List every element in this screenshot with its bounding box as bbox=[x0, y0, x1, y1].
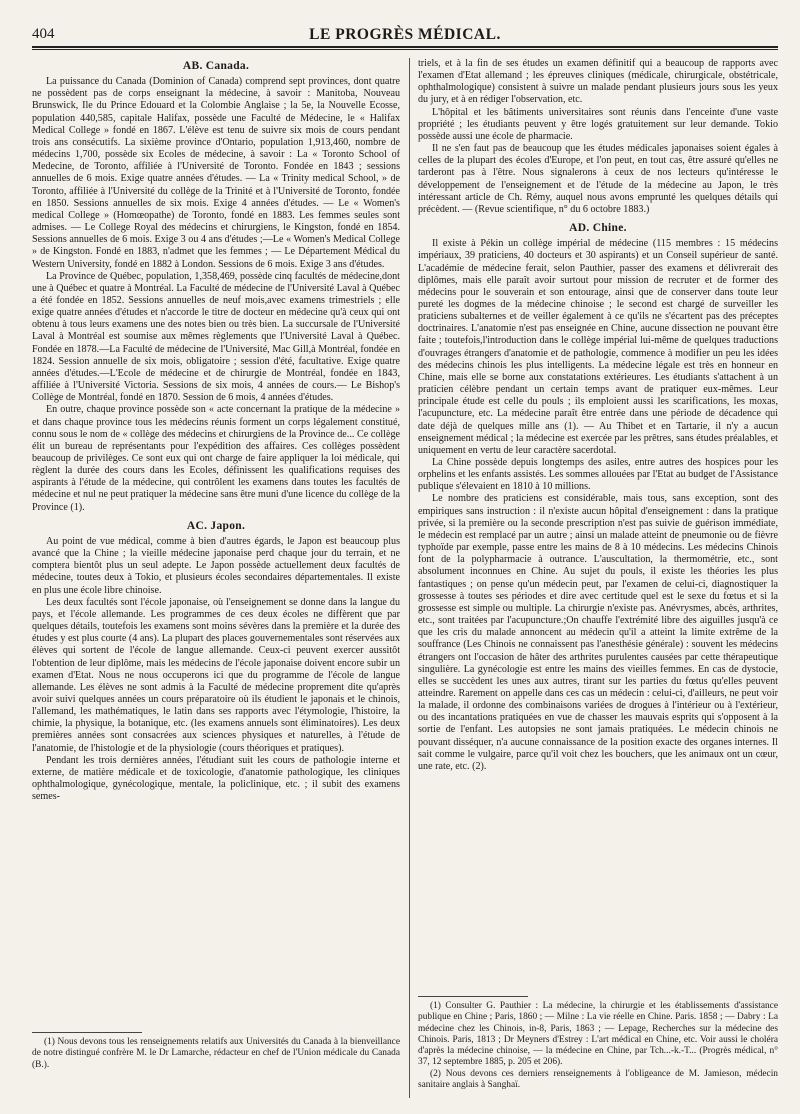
footnote: (1) Consulter G. Pauthier : La médecine, la chirurgie et les établissements d'assistance publique en Chine ; Paris, 1860 ; — Milne : La vie réelle en Chine. Paris. 1858 ; — Dabry : La médecine chez les Chinois, in-8, Paris, 1863 ; — Lepage, Recherches sur la médecine des Chinois. Paris, 1813 ; Dr Meyners d'Estrey : L'art médical en Chine, etc. Voir aussi le choléra d'après la médecine chinoise, — la médecine en Chine, par Tch...-k.-T... (Progrès médical, n° 37, 12 septembre 1885, p. 205 et 206). bbox=[418, 1001, 778, 1068]
footnotes-right bbox=[418, 996, 778, 1091]
paragraph: La Chine possède depuis longtemps des asiles, entre autres des hospices pour les orphelins et les enfants assistés. Les sommes allouées par l'Etat au budget de l'Assistance publique s'élevaient en 1810 à 10 millions. bbox=[418, 457, 778, 493]
paragraph: L'hôpital et les bâtiments universitaires sont réunis dans l'enceinte d'une vaste propriété ; les étudiants peuvent y être logés gratuitement sur leur demande. Tokio possède aussi une école de pharmacie. bbox=[418, 106, 778, 142]
paragraph: Les deux facultés sont l'école japonaise, où l'enseignement se donne dans la langue du pays, et l'école allemande. Les programmes de ces deux écoles ne diffèrent que par quelques détails, toutefois les examens sont moins sévères dans la première et la durée des études y est plus courte (4 ans). La plupart des places gouvernementales sont réservées aux élèves qui sortent de l'école de langue allemande. Ceux-ci peuvent exercer aussitôt l'obtention de leur diplôme, mais les médecins de l'école japonaise doivent encore subir un examen d'Etat. Nous ne nous occuperons ici que du programme de l'école de langue allemande. Les élèves ne sont admis à la Faculté de médecine proprement dite qu'après avoir suivi quelques années un cours préparatoire où ils étudient le japonais et le chinois, l'allemand, les mathématiques, le latin dans ses rapports avec l'étymologie, l'histoire, la chimie, la physique, la botanique, etc. (les examens annuels sont éliminatoires). Les deux premières années sont consacrées aux sciences physiques et naturelles, à l'étude de l'anatomie, de l'histologie et de la physiologie (cours théoriques et pratiques). bbox=[32, 596, 400, 754]
paragraph: La Province de Québec, population, 1,358,469, possède cinq facultés de médecine,dont une à Québec et quatre à Montréal. La Faculté de médecine de l'Université Laval à Québec a été fondée en 1852. Sessions annuelles de neuf mois,avec examens trimestriels ; elle exige quatre années d'études et n'accorde le titre de docteur en médecine qu'à ceux qui ont obtenu à tous leurs examens une des notes bien ou très bien. La succursale de l'Université Laval à Montréal est soumise aux mêmes règlements que l'Université Laval à Québec. Fondée en 1878.—La Faculté de médecine de l'Université, Mac Gill,à Montréal, fondée en 1824. Session annuelle de six mois, obligatoire ; session d'été, facultative. Exige quatre années d'études.—L'Ecole de médecine et de chirurgie de Montréal, fondée en 1843, affiliée à l'Université Victoria. Sessions de six mois, 4 années de cours.— Le Bishop's Collège de Montréal, fondé en 1870. Session de 6 mois, 4 années d'études. bbox=[32, 270, 400, 404]
page-number: 404 bbox=[32, 26, 55, 42]
paragraph: Il ne s'en faut pas de beaucoup que les études médicales japonaises soient égales à celles de la plupart des écoles d'Europe, et l'on peut, en tout cas, être assuré qu'elles ne tarderont pas à l'être. Nous signalerons à ceux de nos lecteurs qu'intéresse le développement de l'enseignement et de l'étude de la médecine au Japon, le très intéressant article de Ch. Rémy, auquel nous avons emprunté les quelques détails qui précèdent. — (Revue scientifique, n° du 6 octobre 1883.) bbox=[418, 143, 778, 215]
header-rule bbox=[32, 46, 778, 50]
journal-title: LE PROGRÈS MÉDICAL. bbox=[309, 26, 501, 43]
footnote-rule bbox=[32, 1032, 142, 1033]
footnotes-left bbox=[32, 1026, 400, 1071]
paragraph: Il existe à Pékin un collège impérial de médecine (115 membres : 15 médecins impériaux, 39 praticiens, 40 docteurs et 30 aspirants) et un Conseil supérieur de santé. L'académie de médecine ferait, selon Pauthier, passer des examens et délivrerait des diplômes, mais elle paraît avoir surtout pour mission de recruter et de former des médecins pour le souverain et son entourage, ainsi que de conserver dans toute leur pureté les dogmes de la médecine chinoise ; le second est chargé de surveiller les praticiens subalternes et de veiller également à ce qu'ils ne s'écartent pas des préceptes doctrinaires. L'anatomie n'est pas enseignée en Chine, aucune dissection ne pouvant être faite ; toutefois,l'introduction dans le collège impérial lui-même de quelques traductions d'ouvrages étrangers d'anatomie et de pathologie, commence à modifier un peu les idées des médecins chinois les plus intelligents. La médecine légale est très en honneur en Chine, mais elle se borne aux constatations extérieures. Les étudiants s'attachent à un praticien célèbre pendant un certain temps avant de pratiquer eux-mêmes. Leur principale étude est celle du pouls ; ils emploient aussi les scarifications, les moxas, l'acupuncture, etc. La médecine paraît être entrée dans une période de décadence qui date déjà de quelques mille ans (1). — Au Thibet et en Tartarie, il n'y a aucun enseignement médical ; la médecine est exercée par les prêtres, sans études préalables, et uniquement en vertu de leur caractère sacerdotal. bbox=[418, 238, 778, 456]
paragraph: triels, et à la fin de ses études un examen définitif qui a beaucoup de rapports avec l'examen d'Etat allemand ; les épreuves cliniques (médicale, chirurgicale, obstétricale, ophthalmologique) consistent à suivre un malade pendant plusieurs jours sous les yeux du jury, et à en rédiger l'observation, etc. bbox=[418, 58, 778, 106]
paragraph: Pendant les trois dernières années, l'étudiant suit les cours de pathologie interne et externe, de matière médicale et de toxicologie, d'anatomie pathologique, les cliniques ophthalmologique, gynécologique, mentale, la policlinique, etc. ; il subit des examens semes- bbox=[32, 754, 400, 803]
column-divider bbox=[409, 58, 410, 1098]
paragraph: La puissance du Canada (Dominion of Canada) comprend sept provinces, dont quatre ne possèdent pas de corps enseignant la médecine, à savoir : Manitoba, Nouveau Brunswick, Ile du Prince Edouard et la Colombie Anglaise ; la 5e, la Nouvelle Ecosse, population 440,585, capitale Halifax, possède une Faculté de Médecine, le « Halifax Medical College » fondé en 1867. L'élève est tenu de suivre six mois de cours pendant trois ans consécutifs. La sixième province d'Ontario, population 1,913,460, nombre de médecins 1,700, possède six Ecoles de médecine, à savoir : La « Toronto School of Medecine, de Toronto, affiliée à l'Université de Toronto. Fondée en 1843 ; sessions annuelles de 6 mois. Exige quatre années d'études. — La « Trinity medical School, » de Toronto, affiliée à l'Université du collège de la Trinité et à l'Université de Toronto, fondée en 1850. Sessions annuelles de six mois. Exige 4 années d'études. — Le « Women's medical College » (Homœopathe) de Toronto, fondé en 1883. Les femmes seules sont admises. — Le College Royal des médecins et chirurgiens, le Kingston, fondé en 1854. Sessions annuelles de 6 mois. Exige 3 ou 4 ans d'études ;—Le « Women's Medical College » de Kingston. Fondé en 1883, n'admet que les femmes ; — Le Département Médical du Western University, fondé en 1882 à London. Sessions de 6 mois. Exige 3 ans d'études. bbox=[32, 76, 400, 270]
footnote: (2) Nous devons ces derniers renseignements à l'obligeance de M. Jamieson, médecin sanitaire anglais à Sanghaï. bbox=[418, 1068, 778, 1091]
right-column bbox=[418, 58, 778, 1108]
section-title-chine: AD. Chine. bbox=[569, 222, 627, 235]
left-column bbox=[32, 58, 400, 1108]
footnote: (1) Nous devons tous les renseignements relatifs aux Universités du Canada à la bienveillance de notre distingué confrère M. le Dr Lamarche, rédacteur en chef de l'Union médicale du Canada (B.). bbox=[32, 1037, 400, 1070]
section-title-japon: AC. Japon. bbox=[186, 519, 246, 532]
section-title-canada: AB. Canada. bbox=[182, 60, 250, 72]
running-head bbox=[32, 26, 778, 46]
footnote-rule bbox=[418, 996, 528, 997]
paragraph: Le nombre des praticiens est considérable, mais tous, sans exception, sont des empiriques sans instruction : il n'existe aucun hôpital d'enseignement : dans la pratique privée, si la première ou la seconde prescription n'est pas suivie de guérison immédiate, le médecin est remplacé par un autre ; ainsi un malade atteint de pneumonie ou de fièvre typhoïde par exemple, passe entre les mains de 8 à 10 médecins. Les médecins Chinois font de la polypharmacie à outrance. L'auscultation, la thermométrie, etc., sont absolument inconnues en Chine. Au sujet du pouls, il existe les théories les plus fantastiques ; on pense qu'un médecin peut, par l'examen de celui-ci, diagnostiquer la grossesse à toutes ses périodes et dire avec certitude quel est le sexe du fœtus et si la grossesse est simple ou multiple. La chirurgie n'existe pas. Anévrysmes, abcès, arthrites, etc., sont traitées par l'acupuncture.;On chauffe l'extrémité libre des aiguilles jusqu'à ce que les cris du malade annoncent au médecin qu'il a atteint la limite extrême de la souffrance (Les Chinois ne connaissent pas l'anesthésie générale) : souvent les médecins étrangers ont l'occasion de hâter des arthrites purulentes causées par cette thérapeutique singulière. La gynécologie est entre les mains des vieilles femmes. En cas de dystocie, elles se succèdent les unes aux autres, tirant sur les parties du fœtus qu'elles peuvent atteindre. Rarement on appelle dans ces cas un médecin : celui-ci, d'ailleurs, ne peut voir la malade, il ordonne des combinaisons variées de drogues à l'intérieur ou à l'extérieur, ou des incantations pratiquées en vue de chasser les mauvais esprits qui s'opposent à la sortie de l'enfant. Les autopsies ne sont jamais pratiquées. Le médecin chinois ne pouvant disséquer, n'a aucune connaissance de la position exacte des organes internes. Il sait comme le vulgaire, parce qu'il voit chez les bouchers, que les animaux ont un cœur, une rate, etc. (2). bbox=[418, 493, 778, 772]
paragraph: En outre, chaque province possède son « acte concernant la pratique de la médecine » et dans chaque province tous les médecins réunis forment un corps légalement constitué, connu sous le nom de « collège des médecins et chirurgiens de la Province de... Ce collège élit un bureau de représentants pour l'expédition des affaires. Ces collèges possèdent beaucoup de privilèges. Ce sont eux qui ont charge de faire appliquer la loi médicale, qui règlent la durée des cours dans les Ecoles, définissent les qualifications requises des aspirants à l'étude de la médecine, qui contrôlent les examens dans toutes les facultés de médecine et nul ne peut pratiquer la médecine sans être muni d'une licence du collège de la Province (1). bbox=[32, 404, 400, 513]
paragraph: Au point de vue médical, comme à bien d'autres égards, le Japon est beaucoup plus avancé que la Chine ; la vieille médecine japonaise perd chaque jour du terrain, et ne comptera bientôt plus un seul adepte. Le Japon possède actuellement deux facultés de médecine, toutes deux à Tokio, et plusieurs écoles secondaires départementales. Il existe en plus une école libre chinoise. bbox=[32, 535, 400, 596]
